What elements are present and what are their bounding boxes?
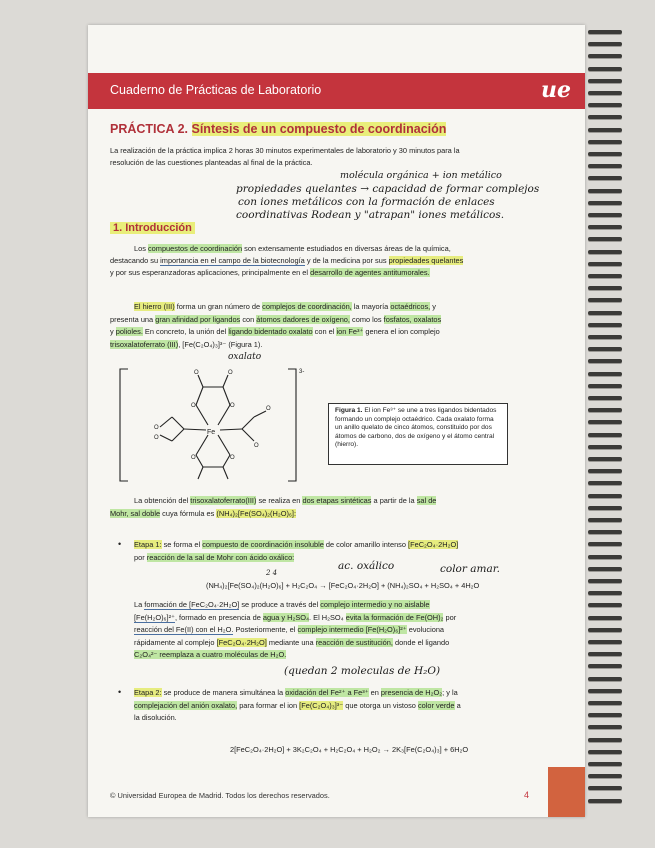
text: a (454, 700, 461, 710)
text: rápidamente al complejo (134, 637, 217, 647)
text: en (368, 688, 381, 697)
spiral-coil (588, 237, 622, 241)
duration-line-1: La realización de la práctica implica 2 horas 30 minutos experimentales de laboratorio y 30 minutos para la (110, 146, 460, 155)
text: , formado en presencia de (174, 612, 263, 622)
spiral-coil (588, 786, 622, 790)
spiral-coil (588, 445, 622, 449)
spiral-coil (588, 506, 622, 510)
text: Posteriormente, el (233, 625, 298, 634)
hl-ion-fe: ion Fe³⁺ (336, 327, 364, 336)
text: donde el ligando (392, 637, 450, 647)
note-iones: con iones metálicos con la formación de enlaces (238, 196, 495, 208)
hl-compuestos: compuestos de coordinación (147, 244, 243, 253)
corner-decoration (548, 767, 585, 817)
spiral-coil (588, 420, 622, 424)
notebook-spiral (588, 30, 628, 820)
spiral-coil (588, 408, 622, 412)
spiral-coil (588, 469, 622, 473)
hl-evita: evita la formación de Fe(OH)₂ (345, 612, 444, 622)
spiral-coil (588, 384, 622, 388)
hl-mohr: Mohr, sal doble (110, 508, 161, 518)
spiral-coil (588, 689, 622, 693)
text: se produce de manera simultánea la (161, 688, 286, 697)
text: ; y la (442, 688, 458, 697)
hl-sustitucion: reacción de sustitución, (315, 637, 393, 647)
university-logo: ue (541, 77, 571, 103)
spiral-coil (588, 323, 622, 327)
hl-formula: (NH₄)₂[Fe(SO₄)₂(H₂O)₆]: (216, 508, 297, 518)
o-label: O (230, 455, 235, 461)
practice-name: Síntesis de un compuesto de coordinación (191, 122, 447, 136)
spiral-coil (588, 640, 622, 644)
text: En concreto, la unión del (142, 327, 229, 336)
text: se realiza en (256, 496, 303, 505)
hl-dos-etapas: dos etapas sintéticas (302, 496, 372, 505)
spiral-coil (588, 494, 622, 498)
etapa2-line-3: la disolución. (134, 713, 177, 722)
ul-formacion: formación de [FeC₂O₄·2H₂O] (144, 600, 240, 609)
figure-caption-label: Figura 1. (335, 407, 363, 414)
spiral-coil (588, 286, 622, 290)
note-nums: 2 4 (266, 569, 278, 577)
spiral-coil (588, 677, 622, 681)
etapa2-paragraph (134, 687, 566, 725)
text: con (240, 314, 257, 324)
spiral-coil (588, 115, 622, 119)
hl-afinidad: gran afinidad por ligandos (155, 314, 241, 324)
text: cuya fórmula es (160, 508, 217, 518)
figure-caption-text: El ion Fe³⁺ se une a tres ligandos bidentados formando un complejo octaédrico. Cada oxalato forma un anillo quelato de cinco átomos, constituido por dos átomos de carbono, dos de oxígeno y el átomo central (hierro). (335, 407, 497, 448)
text: La (134, 600, 145, 609)
o-label: O (191, 403, 196, 409)
text: y de la medicina por sus (304, 256, 389, 265)
text: para formar el ion (237, 700, 300, 710)
hl-octaedricos: octaédricos, (390, 302, 431, 311)
footer-copyright: © Universidad Europea de Madrid. Todos los derechos reservados. (110, 791, 330, 800)
hl-complejos: complejos de coordinación, (262, 302, 352, 311)
text: por (443, 612, 457, 622)
text: forma un gran número de (174, 302, 263, 311)
text: . El H₂SO₄ (309, 612, 346, 622)
ul-fe-h2o: [Fe(H₂O)₆]²⁺ (134, 612, 175, 622)
text: de color amarillo intenso (323, 540, 409, 549)
charge-label: 3- (299, 369, 305, 375)
spiral-coil (588, 433, 622, 437)
spiral-coil (588, 103, 622, 107)
duration-paragraph (110, 145, 565, 169)
spiral-coil (588, 603, 622, 607)
text: mediante una (266, 637, 316, 647)
text: , [Fe(C₂O₄)₃]³⁻ (Figura 1). (178, 339, 263, 349)
figure-caption-box (328, 403, 508, 465)
note-coordinativas: coordinativas Rodean y "atrapan" iones metálicos. (236, 209, 505, 221)
spiral-coil (588, 664, 622, 668)
spiral-coil (588, 164, 622, 168)
hl-ligando: ligando bidentado oxalato (228, 327, 313, 336)
o-label: O (228, 370, 233, 376)
hl-fec2o4-2: [FeC₂O₄·2H₂O] (216, 637, 267, 647)
text: presenta una (110, 314, 156, 324)
hl-h2o2: presencia de H₂O₂ (380, 688, 443, 697)
spiral-coil (588, 799, 622, 803)
hl-antitumorales: desarrollo de agentes antitumorales. (310, 268, 430, 277)
spiral-coil (588, 359, 622, 363)
spiral-coil (588, 128, 622, 132)
hl-reemplaza: C₂O₄²⁻ reemplaza a cuatro moléculas de H₂O. (134, 650, 287, 659)
spiral-coil (588, 652, 622, 656)
spiral-coil (588, 152, 622, 156)
note-molecula: molécula orgánica + ion metálico (340, 170, 502, 181)
header-title: Cuaderno de Prácticas de Laboratorio (110, 83, 322, 97)
text: la mayoría (351, 302, 391, 311)
spiral-coil (588, 762, 622, 766)
text: con el (312, 327, 337, 336)
spiral-coil (588, 176, 622, 180)
spiral-coil (588, 189, 622, 193)
hl-reaccion-mohr: reacción de la sal de Mohr con ácido oxálico: (146, 552, 295, 562)
text: son extensamente estudiados en diversas áreas de la química, (242, 244, 451, 253)
text: genera el ion complejo (363, 327, 440, 336)
hl-hierro: El hierro (III) (134, 302, 175, 311)
spiral-coil (588, 91, 622, 95)
spiral-coil (588, 616, 622, 620)
spiral-coil (588, 42, 622, 46)
o-label: O (154, 435, 159, 441)
o-label: O (154, 425, 159, 431)
hl-quelantes: propiedades quelantes (388, 256, 464, 265)
spiral-coil (588, 774, 622, 778)
page-number: 4 (524, 790, 530, 800)
o-label: O (230, 403, 235, 409)
spiral-coil (588, 396, 622, 400)
text: se produce a través del (239, 600, 321, 609)
text: y (110, 327, 116, 336)
hl-oxidacion: oxidación del Fe²⁺ a Fe³⁺ (285, 688, 369, 697)
note-quedan: (quedan 2 moleculas de H₂O) (284, 665, 441, 677)
spiral-coil (588, 140, 622, 144)
hl-ion-complejo: [Fe(C₂O₄)₃]³⁻ (299, 700, 344, 710)
spiral-coil (588, 542, 622, 546)
note-oxalato: oxalato (228, 352, 262, 362)
hl-fosfatos: fosfatos, oxalatos (383, 314, 442, 324)
spiral-coil (588, 213, 622, 217)
hl-trisoxalatoferrato: trisoxalatoferrato(III) (190, 496, 257, 505)
spiral-coil (588, 298, 622, 302)
etapa1-label: Etapa 1: (134, 540, 162, 549)
text: se forma el (161, 540, 203, 549)
practice-title (110, 122, 446, 136)
hl-complejo-intermedio: complejo intermedio [Fe(H₂O)₆]²⁺ (297, 625, 407, 634)
etapa1-detail (134, 599, 566, 662)
fe-atom-label: Fe (207, 429, 216, 436)
spiral-coil (588, 579, 622, 583)
spiral-coil (588, 372, 622, 376)
spiral-coil (588, 713, 622, 717)
hl-agua: agua y H₂SO₄ (262, 612, 310, 622)
text: por (134, 552, 147, 562)
etapa2-label: Etapa 2: (134, 688, 162, 697)
note-ac-oxalico: ac. oxálico (338, 560, 395, 572)
spiral-coil (588, 530, 622, 534)
hl-polioles: polioles. (115, 327, 143, 336)
text: La obtención del (134, 496, 191, 505)
hl-insoluble: compuesto de coordinación insoluble (202, 540, 324, 549)
text: y (430, 302, 436, 311)
spiral-coil (588, 628, 622, 632)
spiral-coil (588, 262, 622, 266)
hl-complejacion: complejación del anión oxalato, (134, 700, 238, 710)
text: y por sus esperanzadoras aplicaciones, principalmente en el (110, 268, 311, 277)
text: Los (134, 244, 148, 253)
hl-trisoxalato: trisoxalatoferrato (III) (110, 339, 179, 349)
ul-reaccion-fe: reacción del Fe(II) con el H₂O. (134, 625, 234, 634)
hl-sal-de: sal de (416, 496, 437, 505)
o-label: O (254, 443, 259, 449)
spiral-coil (588, 79, 622, 83)
hl-fec2o4: [FeC₂O₄·2H₂O] (408, 540, 459, 549)
hl-verde: color verde (417, 700, 455, 710)
text: como los (349, 314, 384, 324)
spiral-coil (588, 347, 622, 351)
spiral-coil (588, 54, 622, 58)
notebook-page (88, 25, 585, 817)
text: a partir de la (371, 496, 417, 505)
ul-importancia: importancia en el campo de la biotecnología (160, 256, 305, 265)
practice-prefix: PRÁCTICA 2. (110, 122, 189, 136)
spiral-coil (588, 481, 622, 485)
spiral-coil (588, 67, 622, 71)
equation-2: 2[FeC₂O₄·2H₂O] + 3K₂C₂O₄ + H₂C₂O₄ + H₂O₂ → 2K₃[Fe(C₂O₄)₃] + 6H₂O (230, 745, 469, 754)
intro-paragraph (110, 243, 565, 279)
spiral-coil (588, 701, 622, 705)
spiral-coil (588, 457, 622, 461)
spiral-coil (588, 555, 622, 559)
duration-line-2: resolución de las cuestiones planteadas al final de la práctica. (110, 158, 313, 167)
equation-1: (NH₄)₂[Fe(SO₄)₂(H₂O)₆] + H₂C₂O₄ → [FeC₂O₄·2H₂O] + (NH₄)₂SO₄ + H₂SO₄ + 4H₂O (206, 581, 480, 590)
spiral-coil (588, 201, 622, 205)
spiral-coil (588, 225, 622, 229)
spiral-coil (588, 567, 622, 571)
spiral-coil (588, 750, 622, 754)
text: que otorga un vistoso (343, 700, 418, 710)
o-label: O (194, 370, 199, 376)
spiral-coil (588, 335, 622, 339)
spiral-coil (588, 518, 622, 522)
note-color: color amar. (440, 563, 500, 575)
page-header (88, 73, 585, 109)
obtencion-paragraph (110, 495, 565, 520)
hierro-paragraph (110, 301, 565, 351)
hl-intermedio: complejo intermedio y no aislable (320, 600, 430, 609)
o-label: O (266, 406, 271, 412)
spiral-coil (588, 250, 622, 254)
spiral-coil (588, 30, 622, 34)
bullet-1: • (118, 539, 122, 549)
text: destacando su (110, 256, 161, 265)
spiral-coil (588, 725, 622, 729)
section-introduccion-title: 1. Introducción (110, 222, 195, 234)
o-label: O (191, 455, 196, 461)
spiral-coil (588, 311, 622, 315)
note-propiedades: propiedades quelantes → capacidad de formar complejos (236, 183, 540, 195)
text: evoluciona (406, 625, 445, 634)
trisoxalatoferrate-structure (118, 363, 323, 488)
spiral-coil (588, 591, 622, 595)
spiral-coil (588, 738, 622, 742)
spiral-coil (588, 274, 622, 278)
bullet-2: • (118, 687, 122, 697)
hl-dadores: átomos dadores de oxígeno, (256, 314, 350, 324)
